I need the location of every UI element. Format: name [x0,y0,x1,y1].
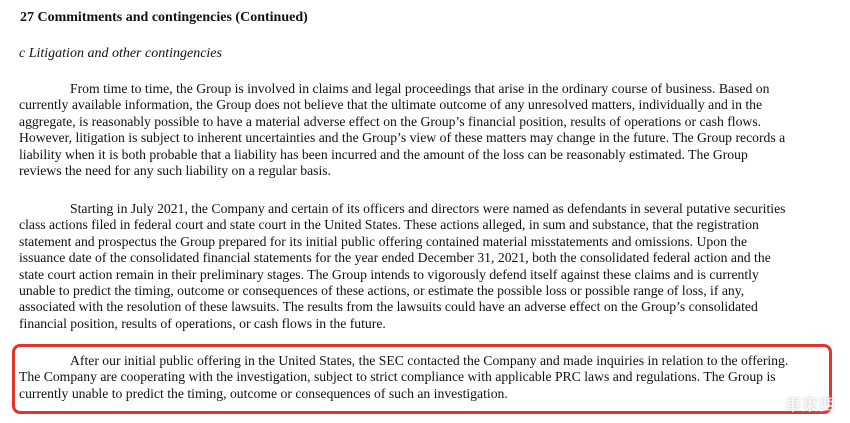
text-line: unable to predict the timing, outcome or consequences of these actions, or estimate the possible loss or possible range of loss, if any, [19,283,745,299]
paragraph-sec-inquiry [19,353,831,402]
text-line: currently available information, the Group does not believe that the ultimate outcome of any unresolved matters, individually and in the [19,97,763,113]
text-line: The Company are cooperating with the investigation, subject to strict compliance with applicable PRC laws and regulations. The Group is [19,369,776,385]
text-line: associated with the resolution of these lawsuits. The results from the lawsuits could have an adverse effect on the Group’s consolidated [19,299,758,315]
text-line: currently unable to predict the timing, outcome or consequences of such an investigation. [19,385,508,401]
text-line: After our initial public offering in the United States, the SEC contacted the Company and made inquiries in relation to the offering. [70,353,789,368]
text-line: reviews the need for any such liability on a regular basis. [19,163,332,179]
text-line: statement and prospectus the Group prepared for its initial public offering contained material misstatements and omissions. Upon the [19,233,748,249]
section-heading: 27 Commitments and contingencies (Continued) [20,10,308,25]
text-line: From time to time, the Group is involved in claims and legal proceedings that arise in the ordinary course of business. Based on [70,81,770,96]
watermark: 車東西 [784,395,836,414]
text-line: However, litigation is subject to inherent uncertainties and the Group’s view of these matters may change in the future. The Group records a [19,130,786,146]
paragraph-securities-class-actions [19,201,831,332]
text-line: Starting in July 2021, the Company and certain of its officers and directors were named as defendants in several putative securities [70,201,786,216]
text-line: state court action remain in their preliminary stages. The Group intends to vigorously defend itself against these claims and is currently [19,266,759,282]
text-line: liability when it is both probable that a liability has been incurred and the amount of the loss can be reasonably estimated. The Group [19,146,748,162]
section-subheading: c Litigation and other contingencies [19,46,222,61]
text-line: class actions filed in federal court and state court in the United States. These actions alleged, in sum and substance, that the registration [19,217,759,233]
paragraph-general-claims [19,81,831,179]
text-line: issuance date of the consolidated financial statements for the year ended December 31, 2021, both the consolidated federal action and the [19,250,771,266]
text-line: aggregate, is reasonably possible to have a material adverse effect on the Group’s financial position, results of operations or cash flows. [19,113,762,129]
text-line: financial position, results of operations, or cash flows in the future. [19,315,386,331]
